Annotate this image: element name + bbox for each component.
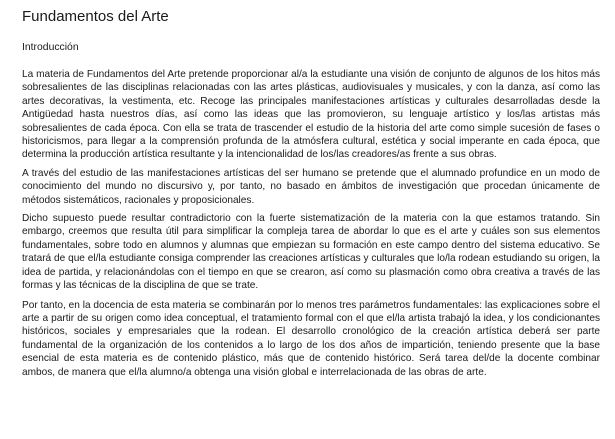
document-title: Fundamentos del Arte <box>22 8 169 25</box>
paragraph-4: Por tanto, en la docencia de esta materia se combinarán por lo menos tres parámetros fundamentales: las explicaciones sobre el arte a partir de su origen como idea conceptual, el tratamiento formal con el que el/la artista trabajó la idea, y los condicionantes históricos, sociales y empresariales que la rodean. El desarrollo cronológico de la creación artística deberá ser parte fundamental de la organización de los contenidos a lo largo de los dos años de impartición, teniendo presente que la base esencial de esta materia es de contenido plástico, más que de contenido histórico. Será tarea del/de la docente combinar ambos, de manera que el/la alumno/a obtenga una visión global e interrelacionada de las obras de arte. <box>22 299 600 378</box>
document-page <box>22 0 600 379</box>
paragraph-1: La materia de Fundamentos del Arte pretende proporcionar al/a la estudiante una visión de conjunto de algunos de los hitos más sobresalientes de las disciplinas relacionadas con las artes plásticas, audiovisuales y musicales, y con la danza, así como las artes decorativas, la vestimenta, etc. Recoge las principales manifestaciones artísticas y culturales desarrolladas desde la Antigüedad hasta nuestros días, así como las ideas que las promovieron, su lenguaje artístico y los/las artistas más sobresalientes de cada época. Con ella se trata de trascender el estudio de la historia del arte como simple sucesión de fases o historicismos, para llegar a la comprensión profunda de la atmósfera cultural, estética y social imperante en cada época, que determina la producción artística resultante y la intencionalidad de los/las creadores/as frente a sus obras. <box>22 69 600 161</box>
paragraph-3: Dicho supuesto puede resultar contradictorio con la fuerte sistematización de la materia con la que estamos tratando. Sin embargo, creemos que resulta útil para simplificar la compleja tarea de abordar lo que es el arte y cuáles son sus elementos fundamentales, sobre todo en alumnos y alumnas que empiezan su formación en este campo dentro del sistema educativo. Se tratará de que el/la estudiante consiga comprender las creaciones artísticas y culturales que lo/la rodean estudiando su origen, la idea de partida, y relacionándolas con el tiempo en que se crearon, así como su plasmación como obra creativa a través de las formas y las técnicas de la disciplina de que se trate. <box>22 213 600 292</box>
paragraph-2: A través del estudio de las manifestaciones artísticas del ser humano se pretende que el alumnado profundice en un modo de conocimiento del mundo no discursivo y, por tanto, no basado en ámbitos de investigación que procedan únicamente de métodos sistemáticos, racionales y proposicionales. <box>22 167 600 206</box>
section-heading: Introducción <box>22 42 79 53</box>
